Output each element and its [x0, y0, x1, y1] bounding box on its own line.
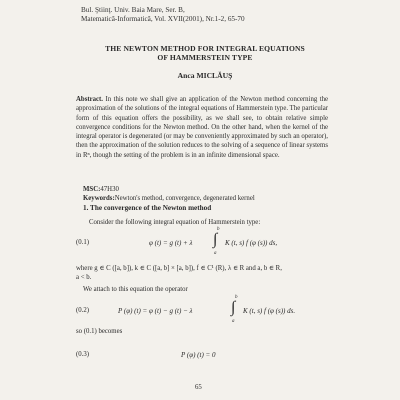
integral-upper-limit: b — [217, 227, 220, 232]
where-line-2: a < b. — [76, 274, 92, 282]
page-number: 65 — [195, 384, 202, 391]
integral-lower-limit: a — [232, 319, 235, 324]
where-paragraph — [76, 264, 328, 283]
consider-sentence: Consider the following integral equation of Hammerstein type: — [89, 219, 261, 226]
msc-value: 47H30 — [100, 186, 119, 193]
equation-number-0-3: (0.3) — [76, 351, 90, 358]
msc-line — [83, 186, 119, 193]
keywords-value: Newton's method, convergence, degenerated kernel — [114, 195, 255, 202]
paper-title-line-1: THE NEWTON METHOD FOR INTEGRAL EQUATIONS — [105, 44, 305, 53]
integral-upper-limit: b — [235, 295, 238, 300]
integral-sign-icon: ∫ — [213, 231, 218, 248]
msc-label: MSC: — [83, 186, 101, 193]
equation-0-1-lhs: φ (t) = g (t) + λ — [149, 239, 193, 247]
journal-header-line-2: Matematică-Informatică, Vol. XVII(2001), Nr.1-2, 65-70 — [81, 15, 245, 23]
equation-0-2-rhs: K (t, s) f (φ (s)) ds. — [243, 307, 296, 315]
equation-0-2-lhs: P (φ) (t) = φ (t) − g (t) − λ — [118, 307, 193, 315]
author-name: Anca MICLĂUŞ — [177, 71, 233, 80]
equation-0-3: P (φ) (t) = 0 — [181, 351, 216, 359]
so-sentence: so (0.1) becomes — [76, 328, 123, 335]
abstract-text: In this note we shall give an application of the Newton method concerning the approximation of the solutions of the integral equations of Hammerstein type. The particular form of this equation offers the possibility, as we shall see, to obtain relative simple convergence conditions for the Newton method. On the other hand, when the kernel of the integral operator is degenerated (or may be conveniently approximated by such an operator), then the approximation of the solution reduces to the solving of a sequence of linear systems in Rⁿ, though the setting of the problem is in an infinite dimensional space. — [76, 96, 328, 159]
abstract-label: Abstract. — [76, 96, 103, 103]
where-line-1: where g ∈ C ([a, b]), k ∈ C ([a, b] × [a, b]), f ∈ C¹ (R), λ ∈ R and a, b ∈ R, — [76, 265, 282, 272]
keywords-line — [83, 195, 255, 202]
equation-0-1-rhs: K (t, s) f (φ (s)) ds, — [225, 239, 278, 247]
keywords-label: Keywords: — [83, 195, 115, 202]
integral-lower-limit: a — [214, 251, 217, 256]
attach-sentence: We attach to this equation the operator — [83, 286, 188, 293]
abstract-paragraph — [76, 95, 328, 160]
equation-number-0-2: (0.2) — [76, 307, 90, 314]
equation-number-0-1: (0.1) — [76, 239, 90, 246]
integral-sign-icon: ∫ — [231, 299, 236, 316]
paper-title-line-2: OF HAMMERSTEIN TYPE — [157, 53, 253, 62]
section-heading: 1. The convergence of the Newton method — [83, 204, 212, 212]
journal-header-line-1: Bul. Ştiinţ. Univ. Baia Mare, Ser. B, — [81, 6, 185, 14]
